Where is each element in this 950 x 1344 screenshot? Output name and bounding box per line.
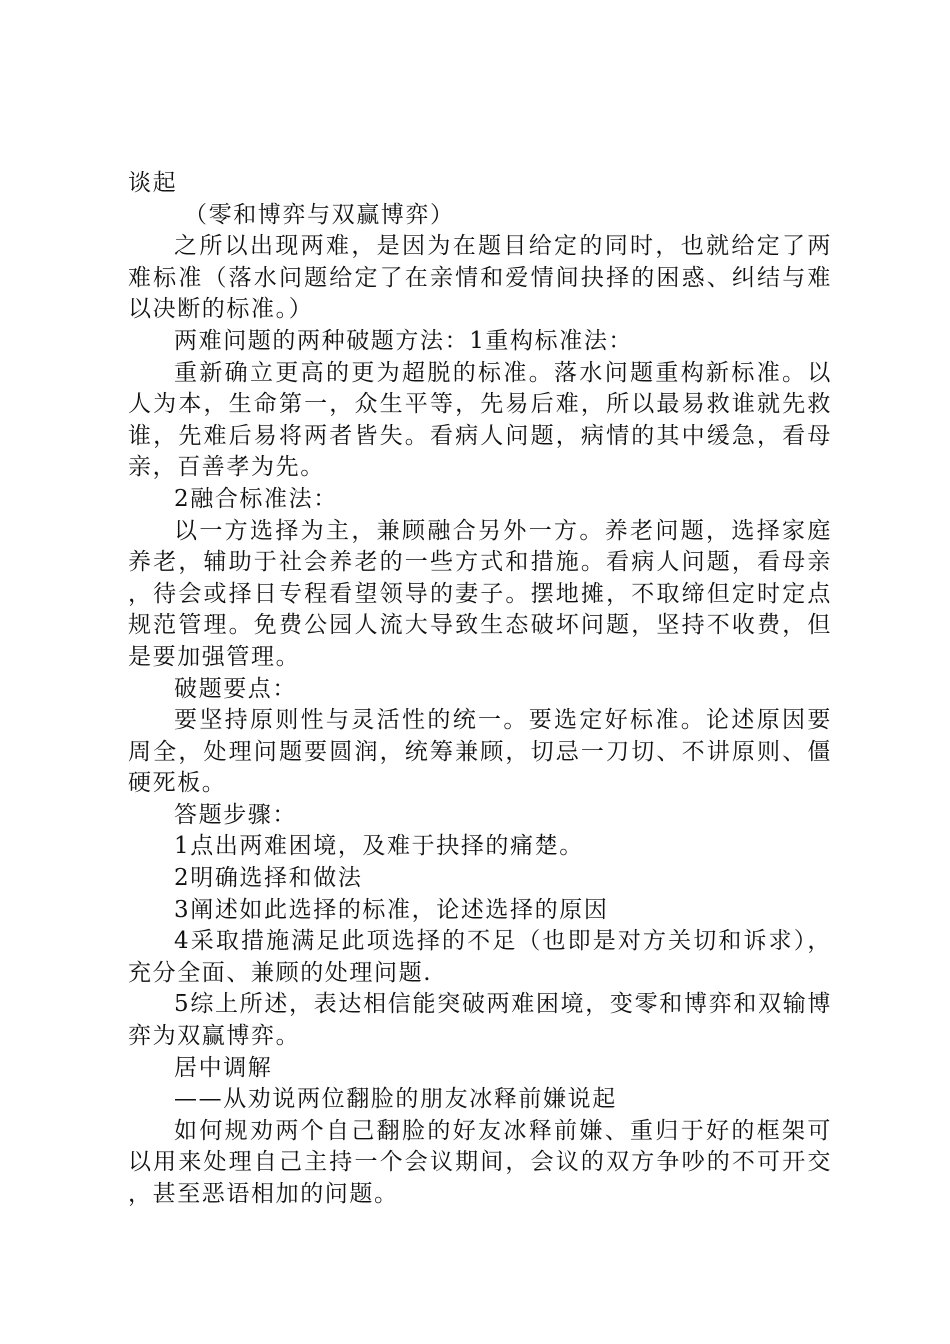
text-line: 谈起 xyxy=(128,170,178,196)
heading-line: 2融合标准法： xyxy=(174,485,338,512)
paragraph: 重新确立更高的更为超脱的标准。落水问题重构新标准。以人为本，生命第一，众生平等，先易后难，所以最易救谁就先救谁，先难后易将两者皆失。看病人问题，病情的其中缓急，看母亲，百善孝为先。 xyxy=(128,359,832,481)
heading-line: 两难问题的两种破题方法：1重构标准法： xyxy=(174,327,634,354)
step-item: 3阐述如此选择的标准，论述选择的原因 xyxy=(174,896,609,923)
subtitle-line: （零和博弈与双赢博弈） xyxy=(184,201,455,228)
document-body xyxy=(128,168,832,1211)
heading-line: 破题要点： xyxy=(174,675,297,702)
section-subtitle: ——从劝说两位翻脸的朋友冰释前嫌说起 xyxy=(174,1086,617,1113)
heading-line: 答题步骤： xyxy=(174,801,297,828)
step-item: 5综上所述，表达相信能突破两难困境，变零和博弈和双输博弈为双赢博弈。 xyxy=(128,991,832,1050)
paragraph: 之所以出现两难，是因为在题目给定的同时，也就给定了两难标准（落水问题给定了在亲情和爱情间抉择的困惑、纠结与难以决断的标准。） xyxy=(128,233,832,323)
step-item: 1点出两难困境，及难于抉择的痛楚。 xyxy=(174,833,584,860)
paragraph: 如何规劝两个自己翻脸的好友冰释前嫌、重归于好的框架可以用来处理自己主持一个会议期间，会议的双方争吵的不可开交，甚至恶语相加的问题。 xyxy=(128,1117,832,1207)
step-item: 4采取措施满足此项选择的不足（也即是对方关切和诉求），充分全面、兼顾的处理问题. xyxy=(128,928,832,986)
step-item: 2明确选择和做法 xyxy=(174,865,363,892)
section-title: 居中调解 xyxy=(174,1054,273,1081)
paragraph: 以一方选择为主，兼顾融合另外一方。养老问题，选择家庭养老，辅助于社会养老的一些方式和措施。看病人问题，看母亲，待会或择日专程看望领导的妻子。摆地摊，不取缔但定时定点规范管理。免费公园人流大导致生态破坏问题，坚持不收费，但是要加强管理。 xyxy=(128,517,832,670)
paragraph: 要坚持原则性与灵活性的统一。要选定好标准。论述原因要周全，处理问题要圆润，统筹兼顾，切忌一刀切、不讲原则、僵硬死板。 xyxy=(128,707,832,797)
